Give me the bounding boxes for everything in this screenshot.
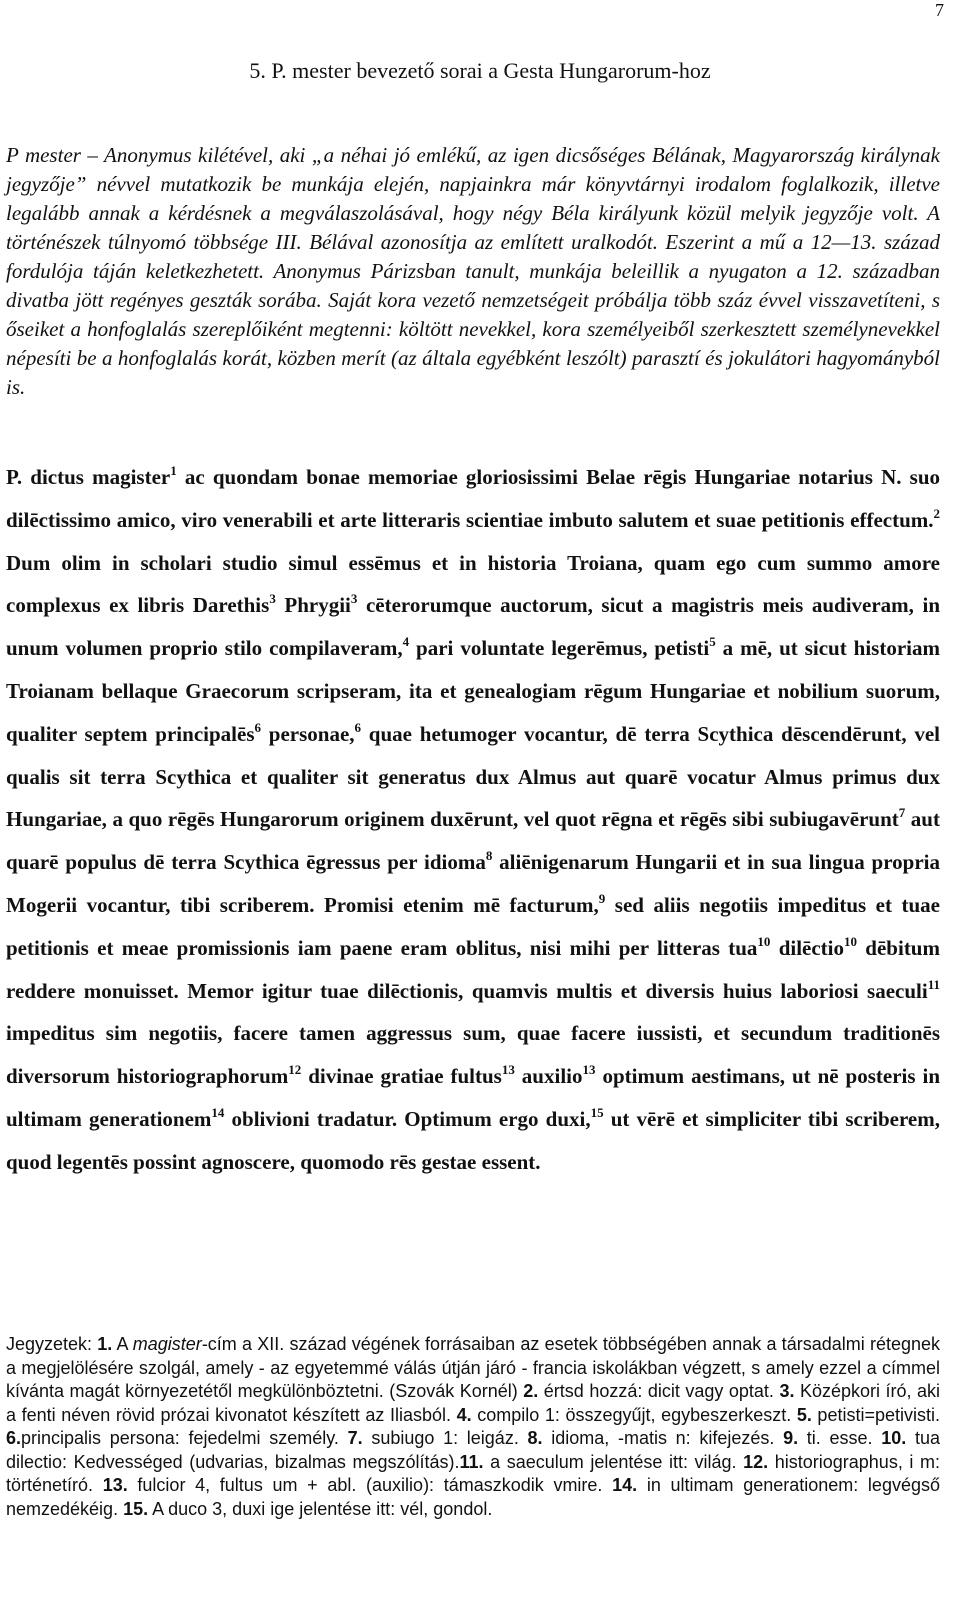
footnote-marker: 8 — [485, 848, 493, 864]
footnote-marker: 6 — [254, 719, 261, 735]
latin-text-segment: aliēnigenarum Hungarii et in sua lingua propria Mogerii vocantur, tibi scriberem. Promisi etenim mē facturum, — [6, 850, 940, 917]
latin-text-segment: dilēctio — [770, 935, 845, 960]
section-title: 5. P. mester bevezető sorai a Gesta Hungarorum-hoz — [249, 58, 711, 83]
footnote-text: petisti=petivisti. — [811, 1404, 940, 1425]
latin-text-segment: cēterorumque auctorum, sicut a magistris meis audiveram, in unum volumen proprio stilo compilaveram, — [6, 593, 941, 661]
footnote-number: 9. — [783, 1428, 799, 1448]
footnote-text: fulcior 4, fultus um + abl. (auxilio): támaszkodik vmire. — [127, 1475, 613, 1495]
footnote-number: 8. — [527, 1428, 543, 1448]
footnote-number: 1. — [97, 1334, 113, 1354]
footnote-text: subiugo 1: leigáz. — [362, 1428, 528, 1448]
footnote-text: A — [112, 1334, 133, 1354]
footnotes — [6, 1333, 940, 1521]
latin-text-segment: sed aliis negotiis impeditus et tuae petitionis et meae promissionis iam paene eram oblitus, nisi mihi per litteras tua — [6, 892, 940, 960]
intro-text: P mester – Anonymus kilétével, aki „a néhai jó emlékű, az igen dicsőséges Bélának, Magyarország királynak jegyzője” névvel mutatkozik be munkája elején, napjainkra már könyvtárnyi irodalom foglalkozik, illetve legalább annak a kérdésnek a megválaszolásával, hogy négy Béla királyunk közül melyik jegyzője volt. A történészek túlnyomó többsége III. Bélával azonosítja az említett uralkodót. Eszerint a mű a 12—13. század fordulója táján keletkezhetett. Anonymus Párizsban tanult, munkája beleillik a nyugaton a 12. században divatba jött regényes geszták sorába. — [6, 143, 940, 312]
page-number: 7 — [935, 0, 944, 20]
footnote-number: 3. — [779, 1381, 795, 1401]
latin-text-segment: aut quarē populus dē terra Scythica ēgressus per idioma — [6, 807, 940, 875]
intro-underlined-text: Saját kora vezető nemzetségeit próbálja több száz évvel visszavetíteni, s őseiket a honfoglalás szereplőiként megtenni: költött nevekkel, kora személyeiből szerkesztett személynevekkel népesíti be a honfoglalás korát, közben merít (az általa egyébként leszólt) parasztí és jokulátori hagyományból is. — [6, 288, 941, 399]
footnote-text: a saeculum jelentése itt: világ. — [483, 1451, 744, 1472]
latin-text-segment: dēbitum reddere monuisset. Memor igitur tuae dilēctionis, quamvis multis et diversis huius laboriosi saeculi — [6, 935, 940, 1003]
latin-text-segment: ac quondam bonae memoriae gloriosissimi Belae rēgis Hungariae notarius N. suo dilēctissimo amico, viro venerabili et arte litteraris scientiae imbuto salutem et suae petitionis effectum. — [6, 465, 941, 532]
footnote-number: 2. — [523, 1381, 539, 1401]
footnote-marker: 14 — [211, 1104, 225, 1120]
footnote-marker: 1 — [170, 463, 177, 478]
footnote-number: 15. — [123, 1498, 149, 1519]
footnote-text: principalis persona: fejedelmi személy. — [21, 1428, 348, 1448]
footnote-marker: 13 — [501, 1062, 515, 1078]
latin-text-segment: divinae gratiae fultus — [301, 1064, 502, 1089]
footnote-text: A duco 3, duxi ige jelentése itt: vél, gondol. — [148, 1498, 493, 1519]
footnote-marker: 10 — [844, 933, 858, 949]
footnote-text: ti. esse. — [798, 1428, 882, 1448]
latin-text-segment: quae hetumoger vocantur, dē terra Scythica dēscendērunt, vel qualis sit terra Scythica et qualiter sit generatus dux Almus aut quarē vocatur Almus primus dux Hungariae, a quo rēgēs Hungarorum originem duxērunt, vel quot rēgna et rēgēs sibi subiugavērunt — [6, 721, 941, 832]
footnote-marker: 6 — [354, 719, 362, 735]
latin-text-segment: oblivioni tradatur. Optimum ergo duxi, — [224, 1106, 591, 1131]
footnote-number: 7. — [347, 1428, 363, 1448]
footnote-text: Középkori író, aki a fenti néven rövid prózai kivonatot készített az Iliasból. — [6, 1381, 941, 1425]
footnote-text: historiographus, i m: történetíró. — [6, 1451, 940, 1495]
footnote-marker: 9 — [598, 890, 606, 906]
latin-text-segment: impeditus sim negotiis, facere tamen aggressus sum, quae facere iussisti, et secundum traditionēs diversorum historiographorum — [6, 1021, 940, 1089]
latin-text-segment: P. dictus magister — [6, 465, 171, 489]
footnote-marker: 11 — [927, 976, 940, 992]
latin-text-segment: auxilio — [514, 1064, 583, 1089]
footnote-marker: 12 — [288, 1062, 302, 1078]
latin-text-segment: Phrygii — [275, 593, 351, 618]
footnote-number: 14. — [612, 1475, 638, 1495]
footnote-number: 11. — [459, 1451, 484, 1472]
footnote-marker: 13 — [582, 1062, 596, 1078]
footnote-text: -cím a XII. század végének forrásaiban az esetek többségében annak a társadalmi rétegnek a megjelölésére szolgál, amely - az egyetemmé válás útján járó - francia iskolákban végzett, s amely ezzel a címmel kívánta magát környezetétől megkülönböztetni. (Szovák Kornél) — [6, 1334, 940, 1401]
footnote-text: idioma, -matis n: kifejezés. — [542, 1428, 784, 1448]
footnote-marker: 10 — [757, 933, 771, 949]
latin-text-segment: Dum olim in scholari studio simul essēmus et in historia Troiana, quam ego cum summo amore complexus ex libris Darethis — [6, 550, 940, 618]
footnote-number: 10. — [881, 1428, 907, 1448]
footnote-marker: 2 — [933, 505, 940, 521]
footnote-marker: 3 — [269, 591, 276, 607]
footnote-text: in ultimam generationem: legvégső nemzedékéig. — [6, 1475, 940, 1519]
latin-text-segment: personae, — [261, 721, 355, 746]
footnote-marker: 5 — [709, 634, 716, 650]
latin-text-segment: pari voluntate legerēmus, petisti — [409, 636, 710, 661]
footnote-marker: 3 — [350, 591, 358, 607]
latin-text-segment: a mē, ut sicut historiam Troianam bellaque Graecorum scripseram, ita et genealogiam rēgum Hungariae et nobilium suorum, qualiter septem principalēs — [6, 636, 940, 746]
latin-text-paragraph — [6, 456, 940, 1184]
footnote-marker: 7 — [898, 805, 906, 821]
footnote-number: 12. — [743, 1451, 769, 1472]
footnote-marker: 4 — [402, 634, 410, 650]
latin-text-segment: optimum aestimans, ut nē posteris in ultimam generationem — [6, 1064, 940, 1131]
footnote-number: 13. — [102, 1475, 128, 1495]
footnote-text: Jegyzetek: — [6, 1334, 98, 1354]
footnote-text: tua dilectio: Kedvességed (udvarias, bizalmas megszólítás). — [6, 1428, 940, 1472]
footnote-text: compilo 1: összegyűjt, egybeszerkeszt. — [471, 1404, 797, 1425]
latin-text-segment: ut vērē et simpliciter tibi scriberem, quod legentēs possint agnoscere, quomodo rēs gestae essent. — [6, 1106, 940, 1174]
footnote-text: értsd hozzá: dicit vagy optat. — [538, 1381, 780, 1401]
footnote-number: 6. — [6, 1428, 22, 1448]
footnote-number: 5. — [796, 1404, 812, 1425]
footnote-number: 4. — [456, 1404, 472, 1425]
footnote-italic-term: magister — [132, 1334, 202, 1354]
introduction-paragraph — [6, 141, 940, 402]
footnote-marker: 15 — [590, 1104, 604, 1120]
